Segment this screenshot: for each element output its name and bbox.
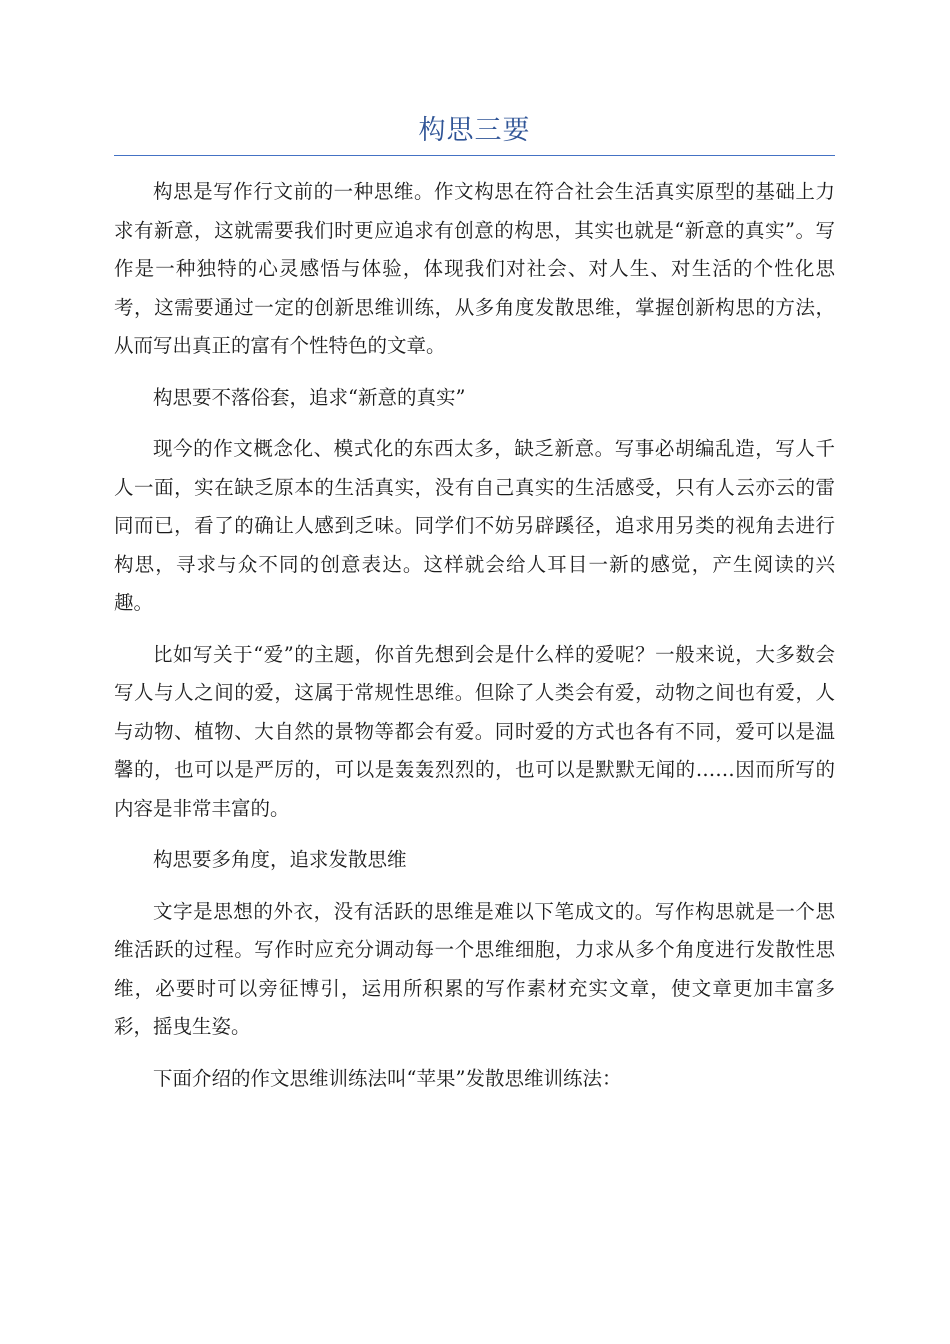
- title-underline: [114, 155, 835, 156]
- paragraph-apple-method: 下面介绍的作文思维训练法叫“苹果”发散思维训练法：: [153, 1066, 622, 1090]
- document-body: [114, 173, 835, 1111]
- paragraph-love-example: 比如写关于“爱”的主题，你首先想到会是什么样的爱呢？一般来说，大多数会写人与人之间的爱，这属于常规性思维。但除了人类会有爱，动物之间也有爱，人与动物、植物、大自然的景物等都会有爱。同时爱的方式也各有不同，爱可以是温馨的，也可以是严厉的，可以是轰轰烈烈的，也可以是默默无闻的……因而所写的内容是非常丰富的。: [114, 642, 835, 820]
- title-block: [114, 112, 835, 156]
- paragraph-novelty: 现今的作文概念化、模式化的东西太多，缺乏新意。写事必胡编乱造，写人千人一面，实在缺乏原本的生活真实，没有自己真实的生活感受，只有人云亦云的雷同而已，看了的确让人感到乏味。同学们不妨另辟蹊径，追求用另类的视角去进行构思，寻求与众不同的创意表达。这样就会给人耳目一新的感觉，产生阅读的兴趣。: [114, 437, 835, 614]
- section-heading-divergent: 构思要多角度，追求发散思维: [153, 848, 407, 871]
- section-heading-novelty: 构思要不落俗套，追求“新意的真实”: [153, 385, 466, 409]
- paragraph-divergent: 文字是思想的外衣，没有活跃的思维是难以下笔成文的。写作构思就是一个思维活跃的过程。写作时应充分调动每一个思维细胞，力求从多个角度进行发散性思维，必要时可以旁征博引，运用所积累的写作素材充实文章，使文章更加丰富多彩，摇曳生姿。: [114, 899, 835, 1038]
- page-title: 构思三要: [418, 115, 531, 146]
- paragraph-intro: 构思是写作行文前的一种思维。作文构思在符合社会生活真实原型的基础上力求有新意，这就需要我们时更应追求有创意的构思，其实也就是“新意的真实”。写作是一种独特的心灵感悟与体验，体现我们对社会、对人生、对生活的个性化思考，这需要通过一定的创新思维训练，从多角度发散思维，掌握创新构思的方法，从而写出真正的富有个性特色的文章。: [114, 180, 835, 357]
